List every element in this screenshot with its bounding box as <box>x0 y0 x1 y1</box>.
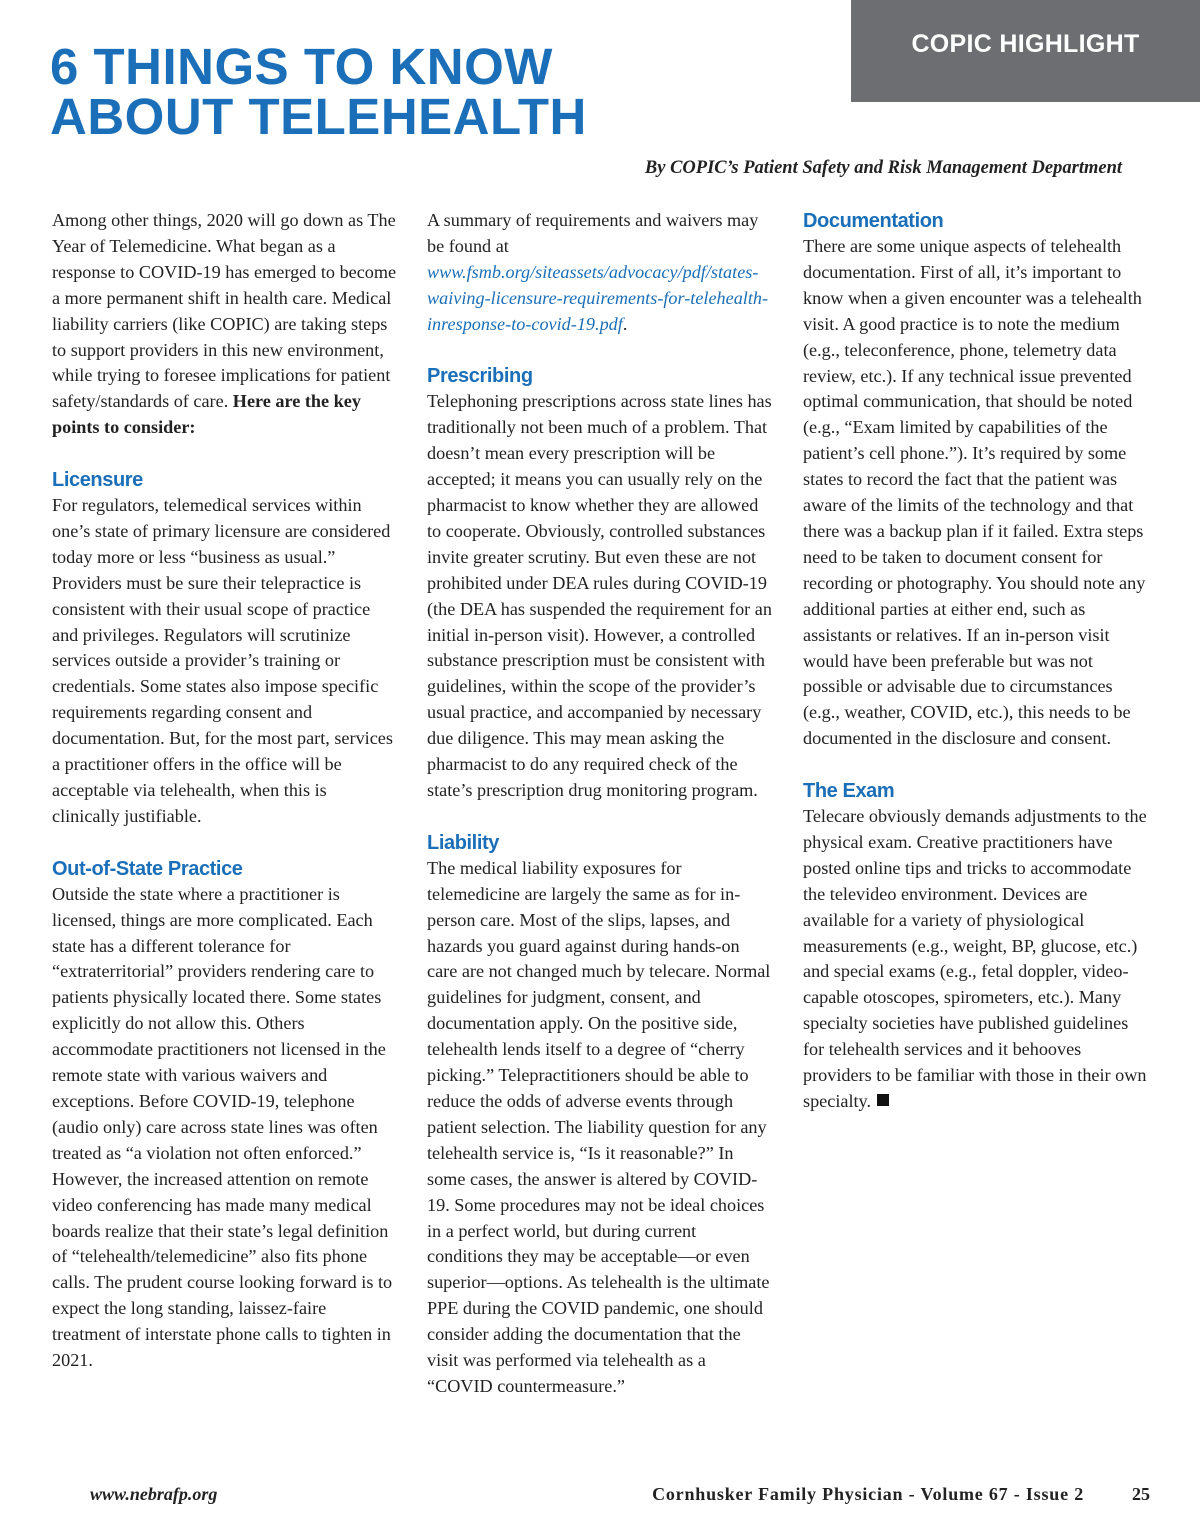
licensure-heading: Licensure <box>52 469 143 492</box>
summary-text: A summary of requirements and waivers may be found at <box>427 210 759 256</box>
footer-website[interactable]: www.nebrafp.org <box>90 1484 218 1504</box>
prescribing-heading: Prescribing <box>427 365 533 388</box>
footer-publication: Cornhusker Family Physician - Volume 67 - Issue 2 <box>652 1484 1084 1504</box>
fsmb-link[interactable]: www.fsmb.org/siteassets/advocacy/pdf/states-waiving-licensure-requirements-for-telehealth-inresponse-to-covid-19.pdf <box>427 261 769 334</box>
summary-paragraph <box>427 208 772 338</box>
byline: By COPIC’s Patient Safety and Risk Management Department <box>644 158 1122 178</box>
exam-paragraph <box>803 804 1148 1115</box>
title-line-1: 6 THINGS TO KNOW <box>50 38 553 95</box>
column-2 <box>427 208 772 1400</box>
liability-text: The medical liability exposures for telemedicine are largely the same as for in-person care. Most of the slips, lapses, and hazards you guard against during hands-on care are not changed much by telecare. Normal guidelines for judgment, consent, and documentation apply. On the positive side, telehealth lends itself to a degree of “cherry picking.” Telepractitioners should be able to reduce the odds of adverse events through patient selection. The liability question for any telehealth service is, “Is it reasonable?” In some cases, the answer is altered by COVID-19. Some procedures may not be ideal choices in a perfect world, but during current conditions they may be acceptable—or even superior—options. As telehealth is the ultimate PPE during the COVID pandemic, one should consider adding the documentation that the visit was performed via telehealth as a “COVID countermeasure.” <box>427 857 771 1396</box>
intro-text: Among other things, 2020 will go down as The Year of Telemedicine. What began as a response to COVID-19 has emerged to become a more permanent shift in health care. Medical liability carriers (like COPIC) are taking steps to support providers in this new environment, while trying to foresee implications for patient safety/standards of care. <box>52 210 397 412</box>
documentation-heading: Documentation <box>803 210 944 232</box>
intro-bold: Here are the key points to consider: <box>52 391 361 438</box>
intro-paragraph <box>52 208 397 441</box>
column-3 <box>803 208 1148 1115</box>
end-of-article-icon <box>877 1094 889 1106</box>
summary-end: . <box>622 313 628 334</box>
documentation-text: There are some unique aspects of telehealth documentation. First of all, it’s important to know when a given encounter was a telehealth visit. A good practice is to note the medium (e.g., teleconference, phone, telemetry data review, etc.). If any technical issue prevented optimal communication, that should be noted (e.g., “Exam limited by capabilities of the patient’s cell phone.”). It’s required by some states to record the fact that the patient was aware of the limits of the technology and that there was a backup plan if it failed. Extra steps need to be taken to document consent for recording or photography. You should note any additional parties at either end, such as assistants or relatives. If an in-person visit would have been preferable but was not possible or advisable due to circumstances (e.g., weather, COVID, etc.), this needs to be documented in the disclosure and consent. <box>803 236 1146 749</box>
prescribing-text: Telephoning prescriptions across state lines has traditionally not been much of a problem. That doesn’t mean every prescription will be accepted; it means you can usually rely on the pharmacist to know whether they are allowed to cooperate. Obviously, controlled substances invite greater scrutiny. But even these are not prohibited under DEA rules during COVID-19 (the DEA has suspended the requirement for an initial in-person visit). However, a controlled substance prescription must be consistent with guidelines, within the scope of the provider’s usual practice, and accompanied by necessary due diligence. This may mean asking the pharmacist to do any required check of the state’s prescription drug monitoring program. <box>427 391 772 801</box>
exam-text: Telecare obviously demands adjustments to the physical exam. Creative practitioners have posted online tips and tricks to accommodate the televideo environment. Devices are available for a variety of physiological measurements (e.g., weight, BP, glucose, etc.) and special exams (e.g., fetal doppler, video-capable otoscopes, spirometers, etc.). Many specialty societies have published guidelines for telehealth services and it behooves providers to be familiar with those in their own specialty. <box>803 806 1147 1111</box>
exam-heading: The Exam <box>803 780 895 803</box>
page-number: 25 <box>1132 1484 1150 1504</box>
licensure-text: For regulators, telemedical services within one’s state of primary licensure are considered today more or less “business as usual.” Providers must be sure their telepractice is consistent with their usual scope of practice and privileges. Regulators will scrutinize services outside a provider’s training or credentials. Some states also impose specific requirements regarding consent and documentation. But, for the most part, services a practitioner offers in the office will be acceptable via telehealth, when this is clinically justifiable. <box>52 495 393 826</box>
liability-heading: Liability <box>427 831 499 854</box>
title-line-2: ABOUT TELEHEALTH <box>50 88 587 145</box>
banner-label: COPIC HIGHLIGHT <box>911 30 1140 58</box>
out-of-state-text: Outside the state where a practitioner is licensed, things are more complicated. Each state has a different tolerance for “extraterritorial” providers rendering care to patients physically located there. Some states explicitly do not allow this. Others accommodate practitioners not licensed in the remote state with various waivers and exceptions. Before COVID-19, telephone (audio only) care across state lines was often treated as “a violation not often enforced.” However, the increased attention on remote video conferencing has made many medical boards realize that their state’s legal definition of “telehealth/telemedicine” also fits phone calls. The prudent course looking forward is to expect the long standing, laissez-faire treatment of interstate phone calls to tighten in 2021. <box>52 883 393 1371</box>
out-of-state-heading: Out-of-State Practice <box>52 857 243 880</box>
article-title <box>50 38 587 145</box>
section-banner <box>851 0 1200 102</box>
column-1 <box>52 208 397 1374</box>
